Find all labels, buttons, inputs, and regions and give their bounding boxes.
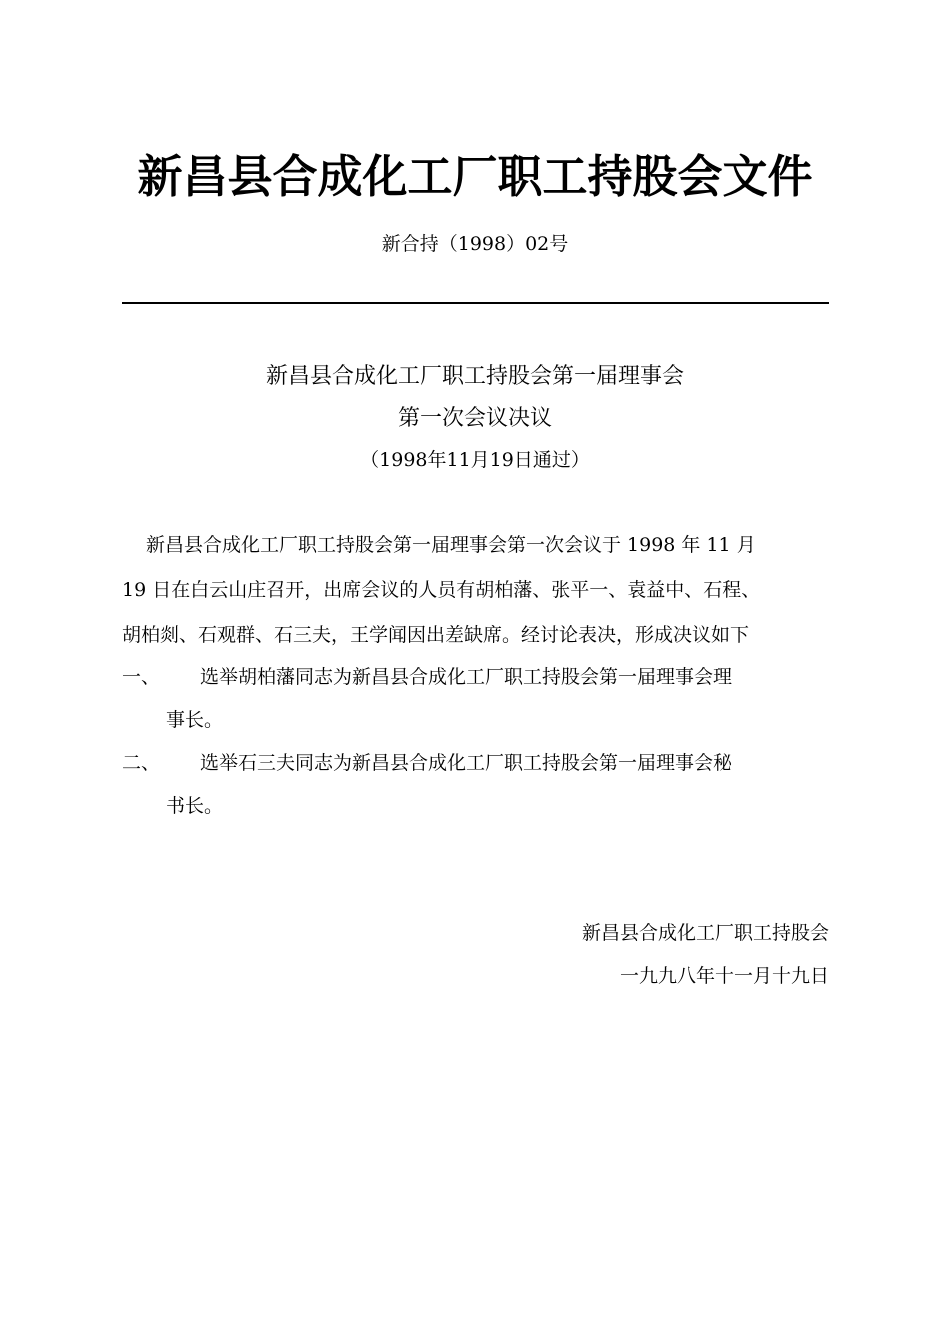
item-marker: 一、 [122,666,161,688]
resolution-passed-note: （1998年11月19日通过） [360,449,590,471]
signature-date: 一九九八年十一月十九日 [619,965,829,987]
signature-organization: 新昌县合成化工厂职工持股会 [581,922,829,944]
document-number: 新合持（1998）02号 [381,233,569,255]
resolution-item-2 [122,750,829,830]
resolution-title-line-2: 第一次会议决议 [397,406,552,431]
body-paragraph-line: 新昌县合成化工厂职工持股会第一届理事会第一次会议于 1998 年 11 月 [146,534,756,556]
item-text-line-2: 事长。 [166,709,224,731]
item-text-line-1: 选举胡柏藩同志为新昌县合成化工厂职工持股会第一届理事会理 [200,666,733,688]
document-header-title: 新昌县合成化工厂职工持股会文件 [137,150,813,203]
resolution-item-1 [122,664,829,744]
header-rule [122,302,829,304]
resolution-title-line-1: 新昌县合成化工厂职工持股会第一届理事会 [265,364,684,389]
item-marker: 二、 [122,752,161,774]
item-text-line-2: 书长。 [166,795,224,817]
item-text-line-1: 选举石三夫同志为新昌县合成化工厂职工持股会第一届理事会秘 [200,752,733,774]
body-paragraph-line: 19 日在白云山庄召开，出席会议的人员有胡柏藩、张平一、袁益中、石程、 [122,579,761,601]
body-paragraph-line: 胡柏剡、石观群、石三夫，王学闻因出差缺席。经讨论表决，形成决议如下 [122,624,750,646]
